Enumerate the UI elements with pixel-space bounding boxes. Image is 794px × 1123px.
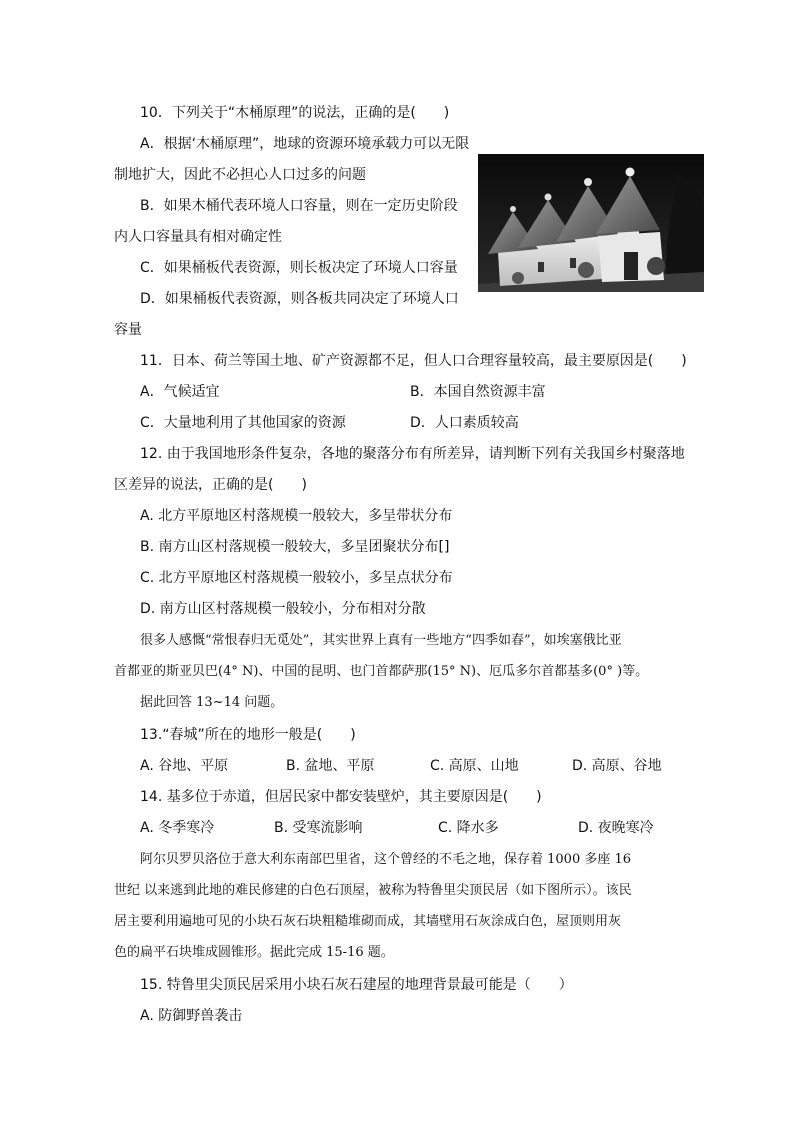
passage2-line1: 阿尔贝罗贝洛位于意大利东南部巴里省，这个曾经的不毛之地，保存着 1000 多座 16 [140, 852, 632, 867]
trulli-photo [478, 154, 704, 292]
q12-stem-cont: 区差异的说法，正确的是( ) [114, 477, 307, 493]
q15-stem: 15. 特鲁里尖顶民居采用小块石灰石建屋的地理背景最可能是（ ） [140, 977, 573, 993]
passage2-line2: 世纪 以来逃到此地的难民修建的白色石顶屋，被称为特鲁里尖顶民居（如下图所示）。该民 [114, 883, 632, 898]
q10-option-b: B．如果木桶代表环境人口容量，则在一定历史阶段 [140, 198, 458, 214]
q10-option-d: D．如果桶板代表资源，则各板共同决定了环境人口 [140, 291, 459, 307]
q12-option-d: D. 南方山区村落规模一般较小，分布相对分散 [140, 601, 426, 617]
q13-option-d: D. 高原、谷地 [572, 758, 662, 774]
q14-option-b: B. 受寒流影响 [274, 820, 363, 836]
q13-option-b: B. 盆地、平原 [286, 758, 375, 774]
q12-stem: 12. 由于我国地形条件复杂，各地的聚落分布有所差异，请判断下列有关我国乡村聚落地 [140, 446, 685, 462]
passage1-line3: 据此回答 13~14 问题。 [140, 695, 284, 710]
q11-option-d: D．人口素质较高 [410, 415, 519, 431]
q10-option-c: C．如果桶板代表资源，则长板决定了环境人口容量 [140, 260, 458, 276]
q11-option-c: C．大量地利用了其他国家的资源 [140, 415, 346, 431]
q11-option-b: B．本国自然资源丰富 [410, 384, 546, 400]
q13-option-a: A. 谷地、平原 [140, 758, 229, 774]
q15-option-a: A. 防御野兽袭击 [140, 1008, 243, 1024]
q12-option-b: B. 南方山区村落规模一般较大，多呈团聚状分布[] [140, 539, 450, 555]
passage2-line4: 色的扁平石块堆成圆锥形。据此完成 15-16 题。 [114, 945, 394, 960]
passage1-line1: 很多人感慨“常恨春归无觅处”，其实世界上真有一些地方“四季如春”，如埃塞俄比亚 [140, 633, 622, 648]
q14-stem: 14. 基多位于赤道，但居民家中都安装壁炉，其主要原因是( ) [140, 789, 542, 805]
q10-option-b-cont: 内人口容量具有相对确定性 [114, 229, 282, 245]
q13-stem: 13.“春城”所在的地形一般是( ) [140, 727, 356, 743]
q14-option-d: D. 夜晚寒冷 [578, 820, 654, 836]
q10-option-d-cont: 容量 [114, 322, 142, 338]
q10-option-a-cont: 制地扩大，因此不必担心人口过多的问题 [114, 167, 366, 183]
q14-option-a: A. 冬季寒冷 [140, 820, 215, 836]
q12-option-c: C. 北方平原地区村落规模一般较小，多呈点状分布 [140, 570, 453, 586]
q11-option-a: A．气候适宜 [140, 384, 220, 400]
passage1-line2: 首都亚的斯亚贝巴(4° N)、中国的昆明、也门首都萨那(15° N)、厄瓜多尔首都基多(0° )等。 [114, 664, 649, 679]
q10-stem: 10．下列关于“木桶原理”的说法，正确的是( ) [140, 105, 450, 121]
passage2-line3: 居主要利用遍地可见的小块石灰石块粗糙堆砌而成，其墙壁用石灰涂成白色，屋顶则用灰 [114, 914, 622, 929]
q13-option-c: C. 高原、山地 [430, 758, 519, 774]
q10-option-a: A．根据‘木桶原理”，地球的资源环境承载力可以无限 [140, 136, 470, 152]
q11-stem: 11．日本、荷兰等国土地、矿产资源都不足，但人口合理容量较高，最主要原因是( ) [140, 353, 687, 369]
q14-option-c: C. 降水多 [438, 820, 499, 836]
q12-option-a: A. 北方平原地区村落规模一般较大，多呈带状分布 [140, 508, 453, 524]
